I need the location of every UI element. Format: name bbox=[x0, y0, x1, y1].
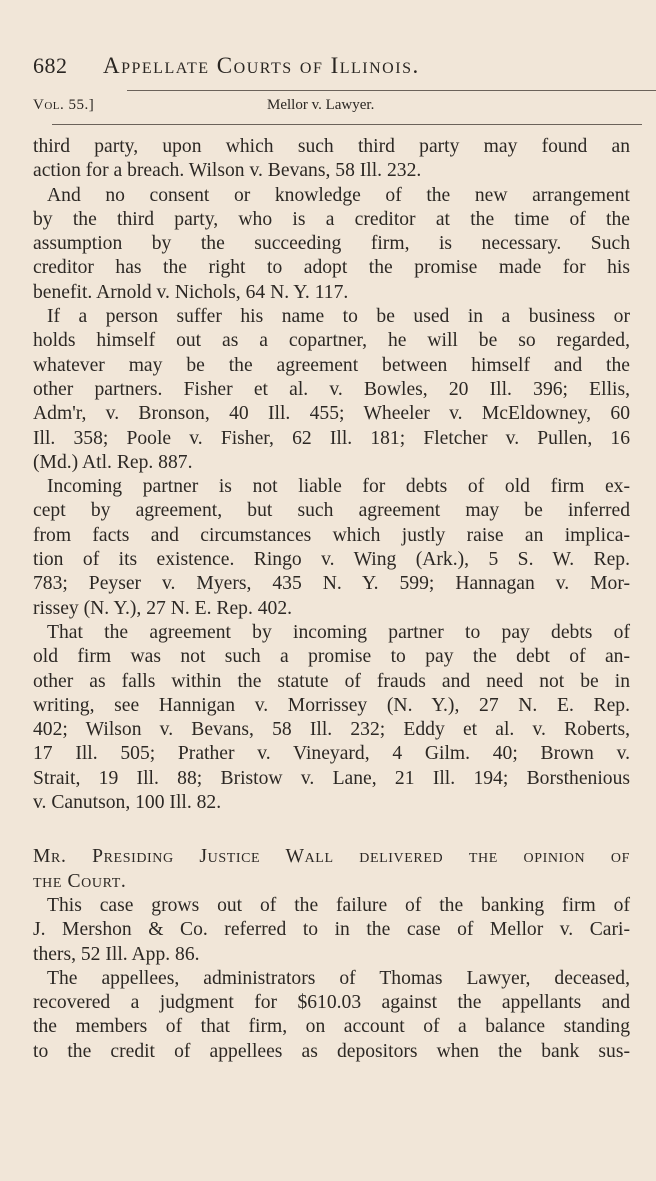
page-number: 682 bbox=[33, 53, 68, 78]
text-line: holds himself out as a copartner, he will be so regarded, bbox=[33, 330, 630, 352]
text-line: creditor has the right to adopt the promise made for his bbox=[33, 257, 630, 279]
opinion-text-line: This case grows out of the failure of the banking firm of bbox=[47, 894, 630, 916]
text-line: Incoming partner is not liable for debts of old firm ex- bbox=[47, 476, 630, 498]
text-line: action for a breach. Wilson v. Bevans, 58 Ill. 232. bbox=[33, 160, 422, 182]
text-line: from facts and circumstances which justly raise an implica- bbox=[33, 524, 630, 546]
text-line: 402; Wilson v. Bevans, 58 Ill. 232; Eddy et al. v. Roberts, bbox=[33, 719, 630, 741]
opinion-text-line: to the credit of appellees as depositors when the bank sus- bbox=[33, 1040, 630, 1062]
section-spacer bbox=[33, 815, 630, 845]
text-line: That the agreement by incoming partner to pay debts of bbox=[47, 621, 630, 643]
text-line: third party, upon which such third party may found an bbox=[33, 136, 630, 157]
case-name: Mellor v. Lawyer. bbox=[267, 97, 375, 113]
opinion-text-line: J. Mershon & Co. referred to in the case of Mellor v. Cari- bbox=[33, 919, 630, 941]
header-rule-top bbox=[127, 90, 656, 91]
text-line: v. Canutson, 100 Ill. 82. bbox=[33, 792, 222, 814]
text-line: 17 Ill. 505; Prather v. Vineyard, 4 Gilm. 40; Brown v. bbox=[33, 743, 630, 765]
header-rule-bottom bbox=[52, 124, 642, 125]
text-line: rissey (N. Y.), 27 N. E. Rep. 402. bbox=[33, 597, 293, 619]
text-line: whatever may be the agreement between himself and the bbox=[33, 354, 630, 376]
text-line: (Md.) Atl. Rep. 887. bbox=[33, 451, 193, 473]
opinion-text-line: the members of that firm, on account of a balance standing bbox=[33, 1016, 630, 1038]
text-line: 783; Peyser v. Myers, 435 N. Y. 599; Hannagan v. Mor- bbox=[33, 573, 630, 595]
text-line: Adm'r, v. Bronson, 40 Ill. 455; Wheeler v. McEldowney, 60 bbox=[33, 403, 630, 425]
volume-label: Vol. 55.] bbox=[33, 97, 95, 113]
opinion-lead-line: Mr. Presiding Justice Wall delivered the opinion of bbox=[33, 846, 630, 868]
opinion-text-line: thers, 52 Ill. App. 86. bbox=[33, 943, 200, 965]
opinion-lead-line: the Court. bbox=[33, 870, 127, 892]
text-line: other partners. Fisher et al. v. Bowles, 20 Ill. 396; Ellis, bbox=[33, 378, 630, 400]
text-line: old firm was not such a promise to pay the debt of an- bbox=[33, 646, 630, 668]
text-line: Strait, 19 Ill. 88; Bristow v. Lane, 21 Ill. 194; Borsthenious bbox=[33, 767, 630, 789]
text-line: And no consent or knowledge of the new arrangement bbox=[47, 184, 630, 206]
text-line: tion of its existence. Ringo v. Wing (Ark.), 5 S. W. Rep. bbox=[33, 549, 630, 571]
text-line: cept by agreement, but such agreement may be inferred bbox=[33, 500, 630, 522]
text-line: writing, see Hannigan v. Morrissey (N. Y.), 27 N. E. Rep. bbox=[33, 694, 630, 716]
text-line: assumption by the succeeding firm, is necessary. Such bbox=[33, 233, 630, 255]
journal-title: Appellate Courts of Illinois. bbox=[103, 53, 420, 78]
syllabus-text bbox=[33, 135, 630, 1064]
running-head bbox=[33, 52, 630, 80]
text-line: Ill. 358; Poole v. Fisher, 62 Ill. 181; Fletcher v. Pullen, 16 bbox=[33, 427, 630, 449]
case-header bbox=[33, 95, 630, 115]
opinion-text-line: recovered a judgment for $610.03 against the appellants and bbox=[33, 992, 630, 1014]
text-line: other as falls within the statute of frauds and need not be in bbox=[33, 670, 630, 692]
opinion-text-line: The appellees, administrators of Thomas Lawyer, deceased, bbox=[47, 967, 630, 989]
text-line: If a person suffer his name to be used in a business or bbox=[47, 306, 630, 328]
text-line: benefit. Arnold v. Nichols, 64 N. Y. 117. bbox=[33, 281, 349, 303]
text-line: by the third party, who is a creditor at the time of the bbox=[33, 208, 630, 230]
